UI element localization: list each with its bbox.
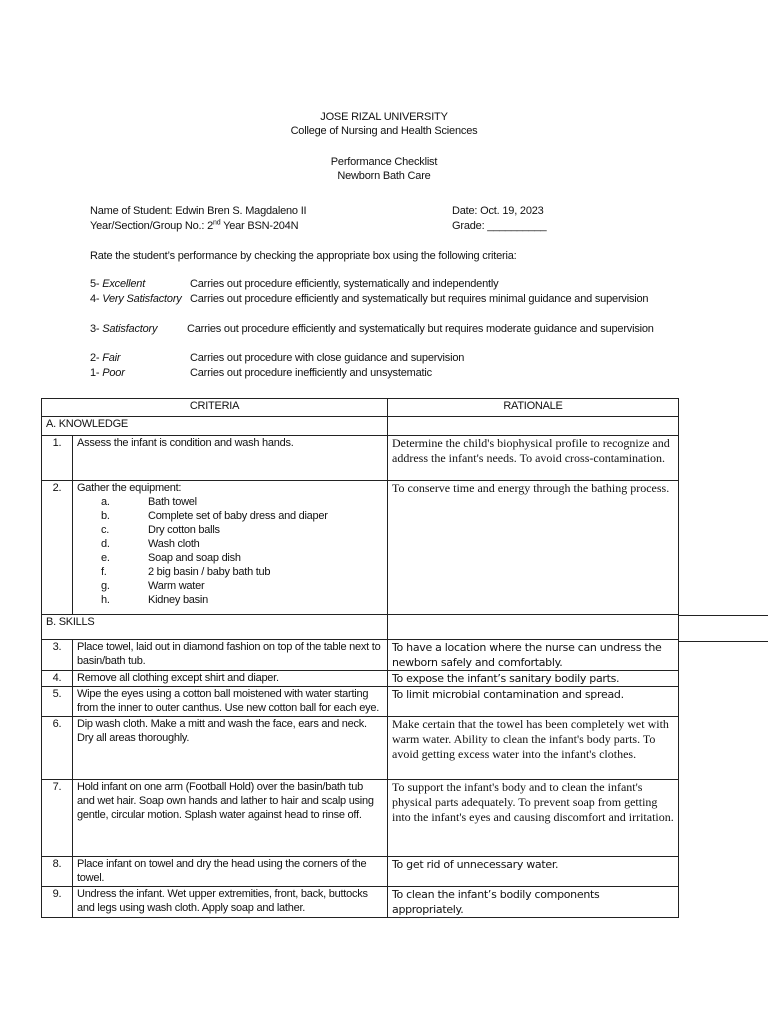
grade-field: Grade: __________ — [452, 220, 547, 232]
list-item: b. Complete set of baby dress and diaper — [101, 510, 328, 522]
university-name: JOSE RIZAL UNIVERSITY — [320, 111, 448, 123]
equipment-list — [77, 495, 383, 607]
column-header-rationale: RATIONALE — [388, 399, 679, 417]
document-subtitle: Newborn Bath Care — [337, 170, 431, 182]
criteria-fair: 2- Fair Carries out procedure with close guidance and supervision — [90, 352, 465, 364]
section-title-skills: B. SKILLS — [42, 615, 388, 640]
list-item: d. Wash cloth — [101, 538, 200, 550]
table-row: 1. Assess the infant is condition and wash hands. Determine the child's biophysical profile to recognize and address the infant's needs. To avoid cross-contamination. — [42, 436, 679, 481]
list-item: g. Warm water — [101, 580, 205, 592]
document-title: Performance Checklist — [330, 156, 438, 168]
student-name: Name of Student: Edwin Bren S. Magdaleno II — [90, 205, 307, 217]
date-field: Date: Oct. 19, 2023 — [452, 205, 544, 217]
document-header — [0, 110, 768, 183]
list-item: c. Dry cotton balls — [101, 524, 220, 536]
table-row: 8. Place infant on towel and dry the head using the corners of the towel. To get rid of unnecessary water. — [42, 857, 679, 887]
column-header-criteria: CRITERIA — [42, 399, 388, 417]
table-row: 4. Remove all clothing except shirt and diaper. To expose the infant’s sanitary bodily parts. — [42, 671, 679, 687]
college-name: College of Nursing and Health Sciences — [290, 125, 478, 137]
divider-line — [678, 641, 768, 642]
table-row: 2. Gather the equipment: a. Bath towel b. Complete set of baby dress and diaper c. Dry cotton balls d. Wash cloth e. Soap and soap dish f. 2 big basin / baby bath tub g. Warm water h. Kidney basin To conserve time and energy through the bathing process. — [42, 481, 679, 615]
section-row-knowledge — [42, 417, 679, 436]
list-item: f. 2 big basin / baby bath tub — [101, 566, 271, 578]
table-row: 5. Wipe the eyes using a cotton ball moistened with water starting from the inner to outer canthus. Use new cotton ball for each eye. To limit microbial contamination and spread. — [42, 687, 679, 717]
list-item: e. Soap and soap dish — [101, 552, 241, 564]
table-row: 9. Undress the infant. Wet upper extremities, front, back, buttocks and legs using wash cloth. Apply soap and lather. To clean the infant’s bodily components appropriately. — [42, 887, 679, 918]
table-row: 6. Dip wash cloth. Make a mitt and wash the face, ears and neck. Dry all areas thoroughly. Make certain that the towel has been completely wet with warm water. Ability to clean the infant's body parts. To avoid getting excess water into the infant's clothes. — [42, 717, 679, 780]
table-row: 7. Hold infant on one arm (Football Hold) over the basin/bath tub and wet hair. Soap own hands and lather to hair and scalp using gentle, circular motion. Splash water against head to rinse off. To support the infant's body and to clean the infant's physical parts adequately. To prevent soap from getting into the infant's eyes and causing discomfort and irritation. — [42, 780, 679, 857]
list-item: a. Bath towel — [101, 496, 197, 508]
section-title-knowledge: A. KNOWLEDGE — [42, 417, 388, 436]
criteria-satisfactory: 3- Satisfactory Carries out procedure efficiently and systematically but requires moderate guidance and supervision — [90, 323, 654, 335]
instructions-text: Rate the student’s performance by checking the appropriate box using the following criteria: — [90, 250, 517, 262]
criteria-very-satisfactory: 4- Very Satisfactory Carries out procedure efficiently and systematically but requires minimal guidance and supervision — [90, 293, 649, 305]
table-row: 3. Place towel, laid out in diamond fashion on top of the table next to basin/bath tub. To have a location where the nurse can undress the newborn safely and comfortably. — [42, 640, 679, 671]
student-section: Year/Section/Group No.: 2nd Year BSN-204N — [90, 219, 299, 232]
divider-line — [678, 615, 768, 616]
checklist-table — [41, 398, 679, 918]
section-row-skills — [42, 615, 679, 640]
criteria-poor: 1- Poor Carries out procedure inefficiently and unsystematic — [90, 367, 432, 379]
table-header-row — [42, 399, 679, 417]
criteria-excellent: 5- Excellent Carries out procedure efficiently, systematically and independently — [90, 278, 499, 290]
list-item: h. Kidney basin — [101, 594, 208, 606]
